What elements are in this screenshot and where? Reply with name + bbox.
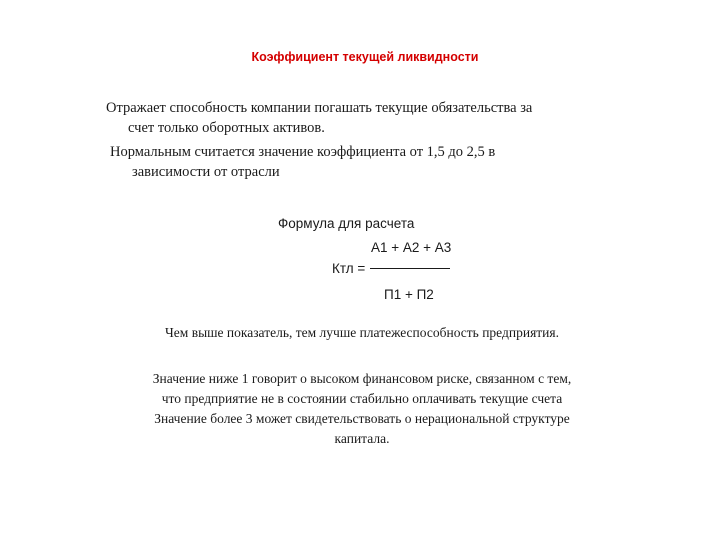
note-line: Значение более 3 может свидетельствовать о нерациональной структуре (154, 411, 570, 426)
formula-denominator: П1 + П2 (384, 287, 434, 302)
description-line: Отражает способность компании погашать текущие обязательства за (106, 100, 533, 116)
note-line: Значение ниже 1 говорит о высоком финансовом риске, связанном с тем, (152, 371, 572, 386)
page-title: Коэффициент текущей ликвидности (251, 50, 479, 64)
normal-range-line: зависимости от отрасли (132, 164, 280, 180)
note-line: капитала. (334, 431, 390, 446)
formula-heading: Формула для расчета (278, 216, 415, 231)
note-higher-better: Чем выше показатель, тем лучше платежеспособность предприятия. (165, 325, 559, 340)
notes-block (2, 369, 720, 449)
normal-range-paragraph (110, 142, 610, 182)
normal-range-line: Нормальным считается значение коэффициента от 1,5 до 2,5 в (110, 144, 496, 160)
note-line: что предприятие не в состоянии стабильно оплачивать текущие счета (161, 391, 563, 406)
formula-lhs: Ктл = (332, 261, 366, 276)
fraction-line (370, 268, 450, 269)
description-line: счет только оборотных активов. (128, 120, 325, 136)
formula-numerator: А1 + А2 + А3 (371, 240, 452, 255)
description-paragraph (106, 98, 606, 138)
